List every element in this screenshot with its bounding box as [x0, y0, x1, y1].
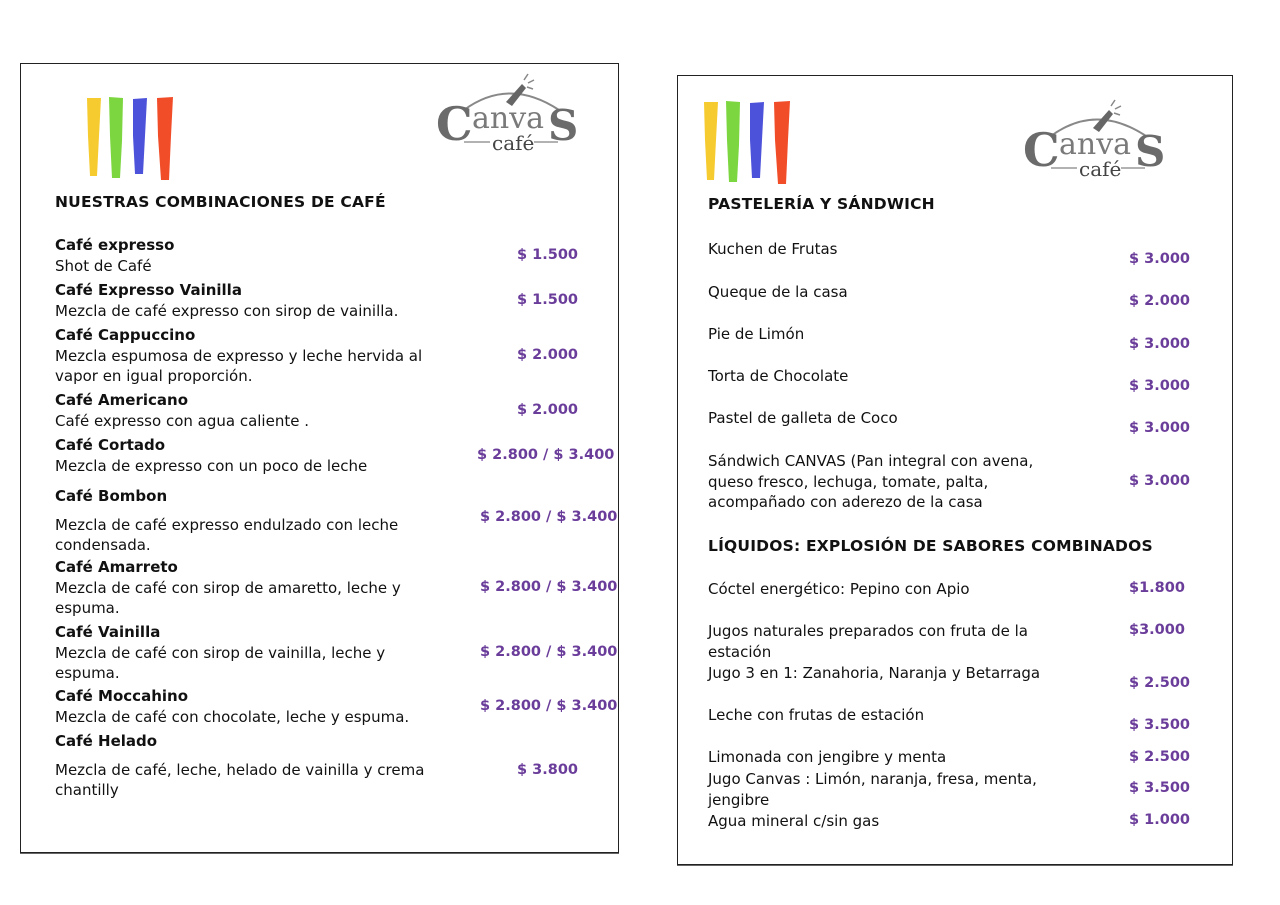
menu-item: Limonada con jengibre y menta — [708, 748, 947, 766]
item-desc: Mezcla de expresso con un poco de leche — [55, 456, 368, 475]
svg-text:S: S — [548, 101, 579, 150]
item-price: $ 3.000 — [1129, 420, 1191, 436]
item-price: $ 2.800 / $ 3.400 — [477, 447, 615, 463]
menu-item — [55, 686, 475, 727]
coffee-menu-page — [20, 63, 619, 853]
svg-text:C: C — [436, 97, 473, 151]
item-name: Café Vainilla — [55, 623, 161, 641]
canvas-cafe-logo — [1021, 98, 1171, 180]
item-price: $ 2.000 — [517, 347, 579, 363]
menu-item — [55, 557, 455, 619]
menu-item — [55, 435, 367, 476]
item-price: $ 3.500 — [1129, 717, 1191, 733]
svg-text:café: café — [1079, 157, 1122, 180]
item-desc: Mezcla de café con sirop de amaretto, leche y espuma. — [55, 578, 401, 617]
item-price: $ 2.000 — [517, 402, 579, 418]
item-name: Café Amarreto — [55, 558, 178, 576]
svg-text:C: C — [1023, 123, 1060, 177]
item-desc: Mezcla espumosa de expresso y leche hervida al vapor en igual proporción. — [55, 346, 423, 385]
item-desc: Shot de Café — [55, 256, 152, 275]
svg-text:café: café — [492, 131, 535, 154]
section-title-coffee: NUESTRAS COMBINACIONES DE CAFÉ — [55, 193, 386, 211]
item-price: $ 1.000 — [1129, 812, 1191, 828]
menu-item — [55, 235, 174, 276]
item-price: $ 3.000 — [1129, 378, 1191, 394]
item-desc: Mezcla de café, leche, helado de vainilla y crema chantilly — [55, 760, 425, 799]
section-title-drinks: LÍQUIDOS: EXPLOSIÓN DE SABORES COMBINADOS — [708, 537, 1153, 555]
item-desc: Mezcla de café con chocolate, leche y espuma. — [55, 707, 410, 726]
menu-item: Pastel de galleta de Coco — [708, 409, 898, 427]
canvas-cafe-logo — [434, 72, 584, 154]
item-price: $ 2.800 / $ 3.400 — [480, 644, 618, 660]
section-title-pastry: PASTELERÍA Y SÁNDWICH — [708, 195, 935, 213]
menu-item — [55, 486, 455, 556]
item-price: $ 2.800 / $ 3.400 — [480, 698, 618, 714]
item-price: $ 3.000 — [1129, 251, 1191, 267]
item-price: $ 3.000 — [1129, 336, 1191, 352]
menu-item: Sándwich CANVAS (Pan integral con avena, queso fresco, lechuga, tomate, palta, acompañado con aderezo de la casa — [708, 452, 1034, 511]
item-price: $1.800 — [1129, 580, 1185, 596]
item-price: $ 3.000 — [1129, 473, 1191, 489]
paint-brush-strokes-logo — [700, 100, 800, 185]
svg-text:anva: anva — [472, 101, 545, 136]
menu-item: Agua mineral c/sin gas — [708, 812, 880, 830]
menu-item — [55, 390, 309, 431]
menu-item: Queque de la casa — [708, 283, 848, 301]
item-price: $ 2.000 — [1129, 293, 1191, 309]
item-price: $ 3.800 — [517, 762, 579, 778]
item-name: Café Cortado — [55, 436, 166, 454]
menu-item: Torta de Chocolate — [708, 367, 849, 385]
item-name: Café Expresso Vainilla — [55, 281, 242, 299]
item-name: Café Americano — [55, 391, 189, 409]
item-price: $ 1.500 — [517, 247, 579, 263]
menu-item: Jugo 3 en 1: Zanahoria, Naranja y Betarraga — [708, 664, 1041, 682]
menu-item: Jugo Canvas : Limón, naranja, fresa, menta, jengibre — [708, 770, 1037, 809]
item-name: Café Bombon — [55, 487, 168, 505]
menu-item — [55, 731, 475, 801]
svg-text:anva: anva — [1059, 127, 1132, 162]
paint-brush-strokes-logo — [83, 96, 183, 181]
menu-item — [55, 280, 398, 321]
item-name: Café expresso — [55, 236, 175, 254]
menu-item — [55, 622, 435, 684]
item-price: $ 2.800 / $ 3.400 — [480, 579, 618, 595]
menu-item: Leche con frutas de estación — [708, 706, 925, 724]
item-price: $ 2.500 — [1129, 749, 1191, 765]
menu-item: Kuchen de Frutas — [708, 240, 838, 258]
item-price: $3.000 — [1129, 622, 1185, 638]
item-desc: Mezcla de café con sirop de vainilla, leche y espuma. — [55, 643, 386, 682]
menu-item: Cóctel energético: Pepino con Apio — [708, 580, 970, 598]
svg-text:S: S — [1135, 127, 1166, 176]
item-name: Café Helado — [55, 732, 158, 750]
item-price: $ 2.500 — [1129, 675, 1191, 691]
menu-item — [55, 325, 465, 387]
item-price: $ 2.800 / $ 3.400 — [480, 509, 618, 525]
menu-item: Jugos naturales preparados con fruta de la estación — [708, 622, 1028, 661]
item-name: Café Cappuccino — [55, 326, 196, 344]
item-desc: Mezcla de café expresso endulzado con leche condensada. — [55, 515, 399, 554]
item-desc: Mezcla de café expresso con sirop de vainilla. — [55, 301, 399, 320]
item-desc: Café expresso con agua caliente . — [55, 411, 309, 430]
menu-item: Pie de Limón — [708, 325, 805, 343]
item-name: Café Moccahino — [55, 687, 188, 705]
item-price: $ 3.500 — [1129, 780, 1191, 796]
pastry-drinks-menu-page — [677, 75, 1233, 865]
item-price: $ 1.500 — [517, 292, 579, 308]
